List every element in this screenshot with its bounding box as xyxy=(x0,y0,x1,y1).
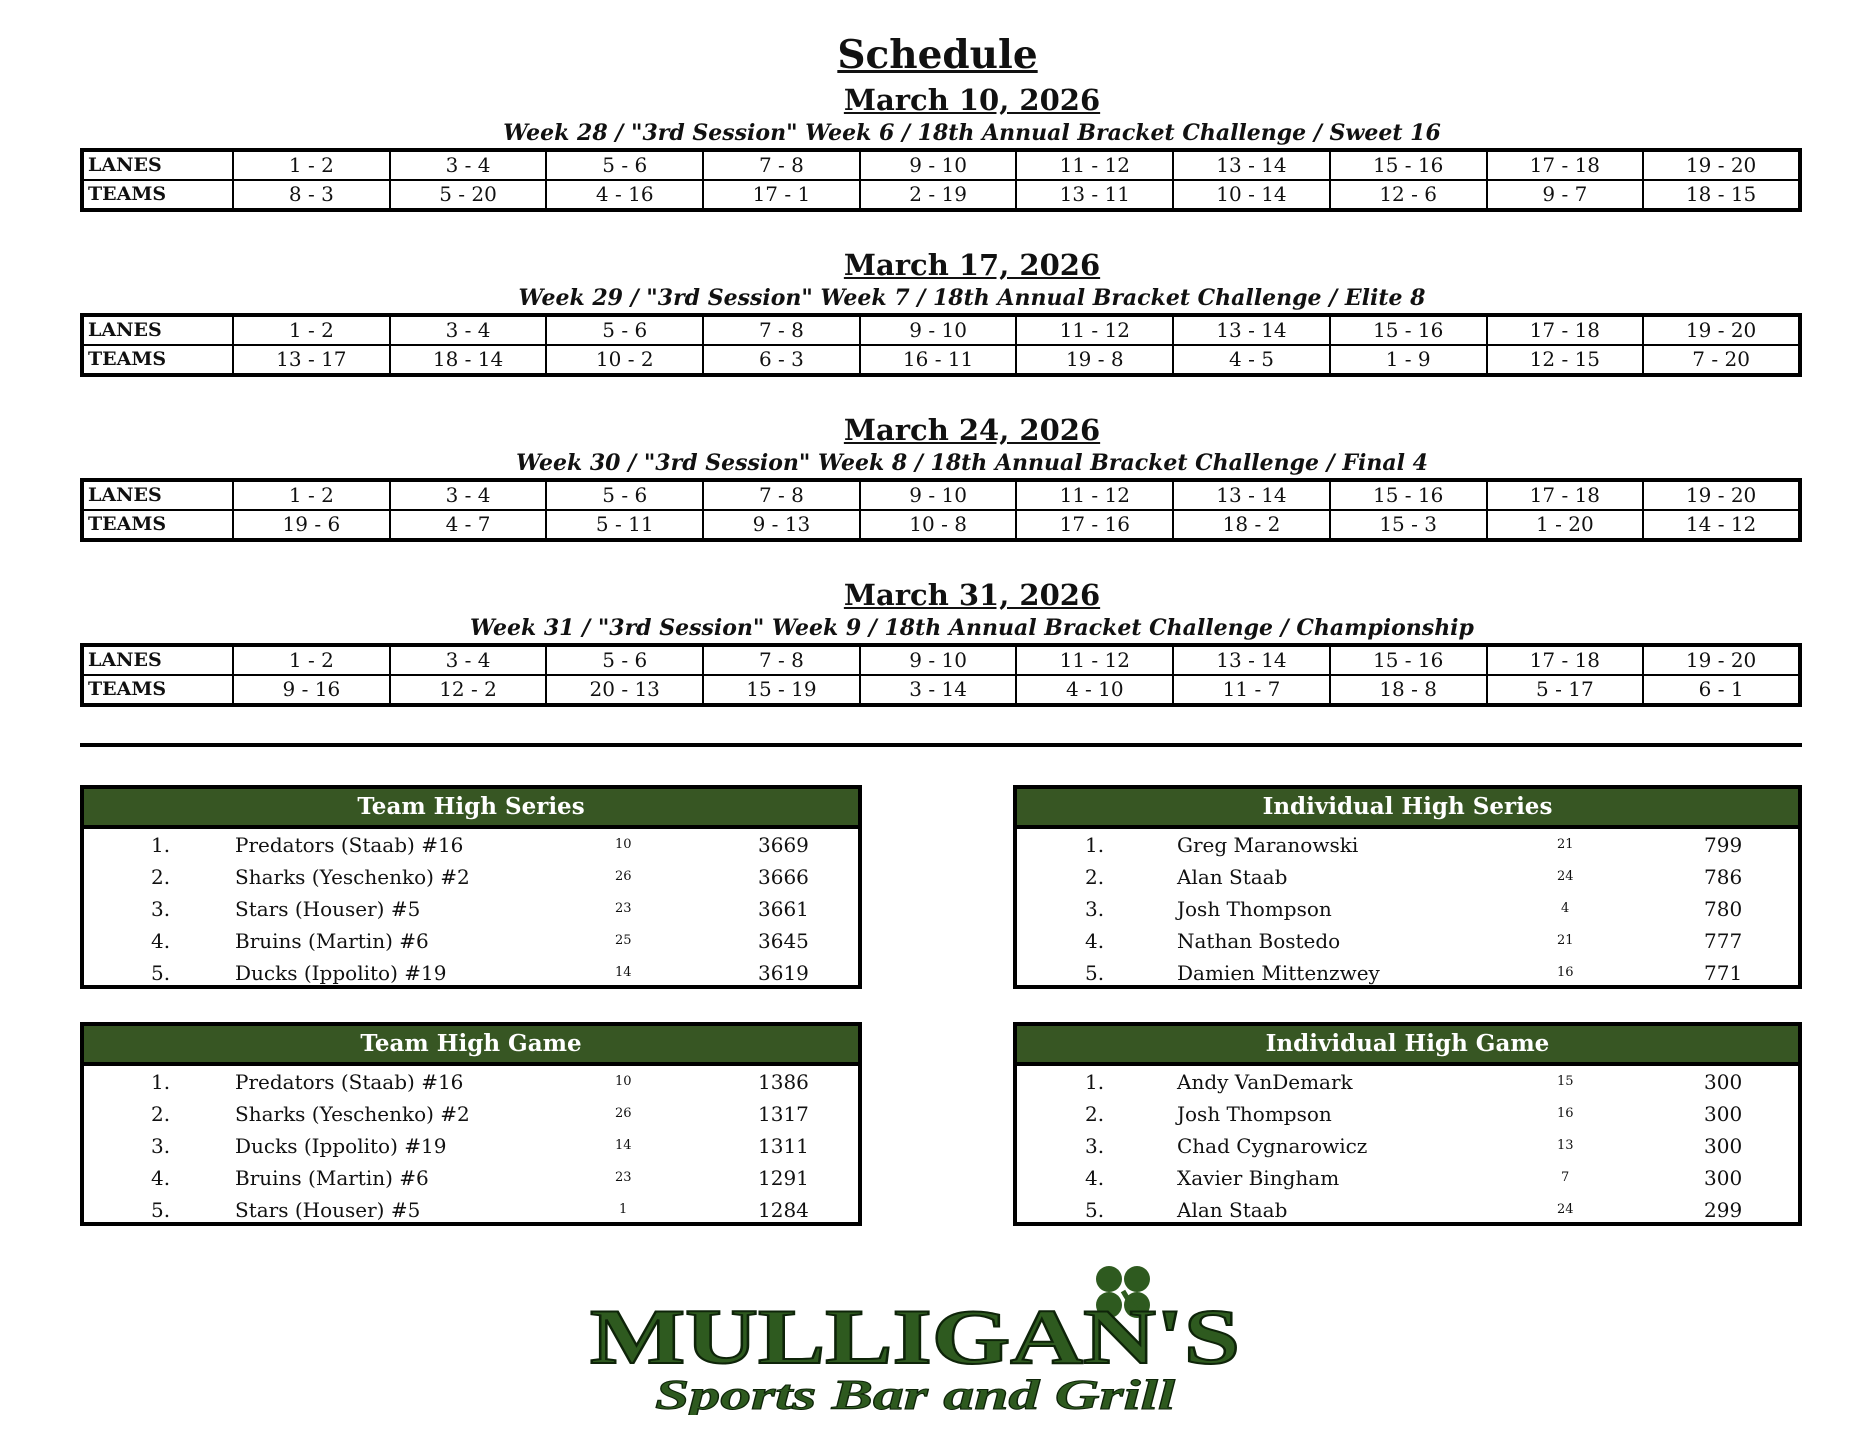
games-count: 13 xyxy=(1557,1138,1574,1153)
lane-cell: 9 - 10 xyxy=(860,315,1017,345)
games-count: 21 xyxy=(1557,933,1574,948)
rank: 4. xyxy=(1085,929,1105,953)
games-count: 10 xyxy=(615,1074,632,1089)
bowler-name: Sharks (Yeschenko) #2 xyxy=(235,1102,470,1126)
week-section-1 xyxy=(80,82,1802,212)
score: 300 xyxy=(1704,1166,1743,1190)
lane-cell: 7 - 8 xyxy=(703,150,860,180)
games-count: 24 xyxy=(1557,869,1574,884)
lane-cell: 5 - 6 xyxy=(546,480,703,510)
matchup-cell: 19 - 6 xyxy=(233,510,390,540)
matchup-cell: 13 - 11 xyxy=(1016,180,1173,210)
rank: 1. xyxy=(1085,833,1105,857)
week-date: March 24, 2026 xyxy=(843,413,1101,447)
matchup-cell: 20 - 13 xyxy=(546,675,703,705)
lane-cell: 15 - 16 xyxy=(1330,150,1487,180)
matchup-cell: 11 - 7 xyxy=(1173,675,1330,705)
lane-cell: 7 - 8 xyxy=(703,480,860,510)
matchup-cell: 10 - 2 xyxy=(546,345,703,375)
games-count: 24 xyxy=(1557,1202,1574,1217)
score: 3619 xyxy=(758,961,809,985)
stat-list xyxy=(1017,1066,1798,1226)
shamrock-leaf xyxy=(1096,1266,1122,1292)
lane-cell: 19 - 20 xyxy=(1643,315,1800,345)
score: 3669 xyxy=(758,833,809,857)
matchup-cell: 15 - 19 xyxy=(703,675,860,705)
games-count: 16 xyxy=(1557,965,1574,980)
matchup-cell: 9 - 7 xyxy=(1487,180,1644,210)
bowler-name: Sharks (Yeschenko) #2 xyxy=(235,865,470,889)
stat-row xyxy=(1017,1098,1798,1130)
lane-cell: 19 - 20 xyxy=(1643,645,1800,675)
teams-row xyxy=(82,510,1800,540)
bowler-name: Predators (Staab) #16 xyxy=(235,1070,464,1094)
lane-schedule-table xyxy=(80,313,1802,377)
stat-list xyxy=(1017,829,1798,989)
stat-row xyxy=(1017,957,1798,989)
games-count: 23 xyxy=(615,901,632,916)
games-count: 25 xyxy=(615,933,632,948)
matchup-cell: 7 - 20 xyxy=(1643,345,1800,375)
bowler-name: Alan Staab xyxy=(1177,1198,1288,1222)
week-section-2 xyxy=(80,247,1802,377)
score: 3666 xyxy=(758,865,809,889)
matchup-cell: 5 - 20 xyxy=(390,180,547,210)
score: 299 xyxy=(1704,1198,1743,1222)
teams-row xyxy=(82,345,1800,375)
individual-high-game-box xyxy=(1013,1022,1802,1226)
matchup-cell: 17 - 1 xyxy=(703,180,860,210)
lanes-row xyxy=(82,645,1800,675)
logo-name-text: MULLIGAN'S xyxy=(590,1293,1240,1380)
week-date: March 10, 2026 xyxy=(843,83,1101,117)
rank: 3. xyxy=(1085,897,1105,921)
lane-cell: 17 - 18 xyxy=(1487,480,1644,510)
team-high-game-box xyxy=(80,1022,862,1226)
stat-row xyxy=(84,893,858,925)
matchup-cell: 1 - 9 xyxy=(1330,345,1487,375)
matchup-cell: 12 - 6 xyxy=(1330,180,1487,210)
matchup-cell: 13 - 17 xyxy=(233,345,390,375)
lane-cell: 19 - 20 xyxy=(1643,480,1800,510)
lane-cell: 3 - 4 xyxy=(390,150,547,180)
bowler-name: Andy VanDemark xyxy=(1177,1070,1353,1094)
lane-cell: 17 - 18 xyxy=(1487,315,1644,345)
matchup-cell: 9 - 13 xyxy=(703,510,860,540)
lane-cell: 7 - 8 xyxy=(703,315,860,345)
stat-row xyxy=(84,925,858,957)
week-date: March 31, 2026 xyxy=(843,578,1101,612)
matchup-cell: 5 - 11 xyxy=(546,510,703,540)
bowler-name: Stars (Houser) #5 xyxy=(235,1198,421,1222)
rank: 4. xyxy=(151,929,171,953)
lane-schedule-table xyxy=(80,643,1802,707)
bowler-name: Josh Thompson xyxy=(1177,897,1332,921)
lane-cell: 13 - 14 xyxy=(1173,480,1330,510)
score: 3645 xyxy=(758,929,809,953)
stat-row xyxy=(84,957,858,989)
stat-list xyxy=(84,829,858,989)
week-subtitle: Week 29 / "3rd Session" Week 7 / 18th Annual Bracket Challenge / Elite 8 xyxy=(518,285,1426,311)
week-subtitle: Week 28 / "3rd Session" Week 6 / 18th Annual Bracket Challenge / Sweet 16 xyxy=(503,120,1441,146)
matchup-cell: 9 - 16 xyxy=(233,675,390,705)
score: 786 xyxy=(1704,865,1743,889)
score: 780 xyxy=(1704,897,1743,921)
lane-cell: 5 - 6 xyxy=(546,315,703,345)
bowler-name: Ducks (Ippolito) #19 xyxy=(235,961,447,985)
score: 1317 xyxy=(758,1102,809,1126)
stat-row xyxy=(84,1066,858,1098)
matchup-cell: 19 - 8 xyxy=(1016,345,1173,375)
stat-row xyxy=(1017,1066,1798,1098)
lane-cell: 11 - 12 xyxy=(1016,645,1173,675)
games-count: 16 xyxy=(1557,1106,1574,1121)
lanes-label: LANES xyxy=(82,315,233,345)
matchup-cell: 3 - 14 xyxy=(860,675,1017,705)
matchup-cell: 4 - 16 xyxy=(546,180,703,210)
lane-cell: 3 - 4 xyxy=(390,480,547,510)
lane-cell: 1 - 2 xyxy=(233,150,390,180)
rank: 5. xyxy=(151,961,171,985)
rank: 2. xyxy=(151,865,171,889)
lanes-row xyxy=(82,150,1800,180)
teams-label: TEAMS xyxy=(82,510,233,540)
week-subtitle: Week 31 / "3rd Session" Week 9 / 18th Annual Bracket Challenge / Championship xyxy=(470,615,1474,641)
matchup-cell: 12 - 2 xyxy=(390,675,547,705)
stat-row xyxy=(1017,1194,1798,1226)
rank: 2. xyxy=(1085,865,1105,889)
matchup-cell: 15 - 3 xyxy=(1330,510,1487,540)
lane-cell: 15 - 16 xyxy=(1330,645,1487,675)
lane-cell: 11 - 12 xyxy=(1016,480,1173,510)
team-high-series-box xyxy=(80,785,862,989)
stat-list xyxy=(84,1066,858,1226)
games-count: 26 xyxy=(615,869,632,884)
games-count: 7 xyxy=(1561,1170,1570,1185)
matchup-cell: 18 - 14 xyxy=(390,345,547,375)
teams-label: TEAMS xyxy=(82,345,233,375)
lane-cell: 7 - 8 xyxy=(703,645,860,675)
rank: 2. xyxy=(151,1102,171,1126)
score: 1291 xyxy=(758,1166,809,1190)
matchup-cell: 6 - 1 xyxy=(1643,675,1800,705)
games-count: 14 xyxy=(615,1138,632,1153)
rank: 5. xyxy=(1085,1198,1105,1222)
score: 1311 xyxy=(758,1134,809,1158)
matchup-cell: 17 - 16 xyxy=(1016,510,1173,540)
lanes-label: LANES xyxy=(82,480,233,510)
score: 1386 xyxy=(758,1070,809,1094)
matchup-cell: 4 - 5 xyxy=(1173,345,1330,375)
score: 777 xyxy=(1704,929,1743,953)
bowler-name: Josh Thompson xyxy=(1177,1102,1332,1126)
matchup-cell: 18 - 2 xyxy=(1173,510,1330,540)
stat-box-title: Team High Series xyxy=(84,789,858,829)
bowler-name: Chad Cygnarowicz xyxy=(1177,1134,1368,1158)
lanes-row xyxy=(82,480,1800,510)
stat-row xyxy=(1017,925,1798,957)
week-section-3 xyxy=(80,412,1802,542)
teams-row xyxy=(82,675,1800,705)
section-divider xyxy=(80,743,1802,747)
matchup-cell: 8 - 3 xyxy=(233,180,390,210)
rank: 4. xyxy=(151,1166,171,1190)
games-count: 10 xyxy=(615,837,632,852)
rank: 2. xyxy=(1085,1102,1105,1126)
lane-schedule-table xyxy=(80,478,1802,542)
lanes-label: LANES xyxy=(82,645,233,675)
bowler-name: Alan Staab xyxy=(1177,865,1288,889)
score: 771 xyxy=(1704,961,1743,985)
stat-row xyxy=(1017,861,1798,893)
rank: 3. xyxy=(151,897,171,921)
lane-cell: 15 - 16 xyxy=(1330,480,1487,510)
lane-cell: 3 - 4 xyxy=(390,645,547,675)
bowler-name: Ducks (Ippolito) #19 xyxy=(235,1134,447,1158)
rank: 5. xyxy=(151,1198,171,1222)
score: 300 xyxy=(1704,1134,1743,1158)
score: 1284 xyxy=(758,1198,809,1222)
lane-cell: 9 - 10 xyxy=(860,150,1017,180)
rank: 1. xyxy=(1085,1070,1105,1094)
stat-row xyxy=(1017,829,1798,861)
matchup-cell: 18 - 8 xyxy=(1330,675,1487,705)
stat-row xyxy=(84,861,858,893)
teams-label: TEAMS xyxy=(82,675,233,705)
matchup-cell: 16 - 11 xyxy=(860,345,1017,375)
bowler-name: Bruins (Martin) #6 xyxy=(235,929,429,953)
rank: 3. xyxy=(1085,1134,1105,1158)
mulligans-logo xyxy=(585,1263,1245,1415)
lane-cell: 19 - 20 xyxy=(1643,150,1800,180)
lane-cell: 13 - 14 xyxy=(1173,645,1330,675)
lane-cell: 15 - 16 xyxy=(1330,315,1487,345)
stat-row xyxy=(1017,1162,1798,1194)
bowler-name: Stars (Houser) #5 xyxy=(235,897,421,921)
lane-cell: 13 - 14 xyxy=(1173,315,1330,345)
teams-label: TEAMS xyxy=(82,180,233,210)
stat-box-title: Individual High Game xyxy=(1017,1026,1798,1066)
stat-box-title: Individual High Series xyxy=(1017,789,1798,829)
logo-tagline: Sports Bar and Grill xyxy=(655,1373,1176,1415)
games-count: 1 xyxy=(619,1202,628,1217)
stat-row xyxy=(84,1130,858,1162)
lane-cell: 1 - 2 xyxy=(233,480,390,510)
lanes-label: LANES xyxy=(82,150,233,180)
lane-cell: 3 - 4 xyxy=(390,315,547,345)
lane-cell: 5 - 6 xyxy=(546,645,703,675)
bowler-name: Bruins (Martin) #6 xyxy=(235,1166,429,1190)
week-subtitle: Week 30 / "3rd Session" Week 8 / 18th Annual Bracket Challenge / Final 4 xyxy=(516,450,1428,476)
lane-cell: 1 - 2 xyxy=(233,315,390,345)
rank: 1. xyxy=(151,1070,171,1094)
score: 3661 xyxy=(758,897,809,921)
bowler-name: Nathan Bostedo xyxy=(1177,929,1341,953)
matchup-cell: 10 - 8 xyxy=(860,510,1017,540)
games-count: 14 xyxy=(615,965,632,980)
matchup-cell: 12 - 15 xyxy=(1487,345,1644,375)
stat-row xyxy=(84,1194,858,1226)
lanes-row xyxy=(82,315,1800,345)
bowler-name: Greg Maranowski xyxy=(1177,833,1359,857)
games-count: 21 xyxy=(1557,837,1574,852)
rank: 5. xyxy=(1085,961,1105,985)
matchup-cell: 4 - 7 xyxy=(390,510,547,540)
bowler-name: Damien Mittenzwey xyxy=(1177,961,1380,985)
score: 799 xyxy=(1704,833,1743,857)
score: 300 xyxy=(1704,1102,1743,1126)
lane-cell: 11 - 12 xyxy=(1016,315,1173,345)
stat-row xyxy=(84,1098,858,1130)
lane-cell: 5 - 6 xyxy=(546,150,703,180)
games-count: 23 xyxy=(615,1170,632,1185)
matchup-cell: 18 - 15 xyxy=(1643,180,1800,210)
rank: 3. xyxy=(151,1134,171,1158)
bowler-name: Predators (Staab) #16 xyxy=(235,833,464,857)
rank: 4. xyxy=(1085,1166,1105,1190)
stat-box-title: Team High Game xyxy=(84,1026,858,1066)
lane-cell: 17 - 18 xyxy=(1487,645,1644,675)
games-count: 26 xyxy=(615,1106,632,1121)
page-title: Schedule xyxy=(837,32,1038,78)
score: 300 xyxy=(1704,1070,1743,1094)
lane-cell: 1 - 2 xyxy=(233,645,390,675)
week-date: March 17, 2026 xyxy=(843,248,1101,282)
teams-row xyxy=(82,180,1800,210)
lane-cell: 11 - 12 xyxy=(1016,150,1173,180)
matchup-cell: 5 - 17 xyxy=(1487,675,1644,705)
matchup-cell: 2 - 19 xyxy=(860,180,1017,210)
matchup-cell: 6 - 3 xyxy=(703,345,860,375)
stat-row xyxy=(84,829,858,861)
individual-high-series-box xyxy=(1013,785,1802,989)
games-count: 4 xyxy=(1561,901,1570,916)
stat-row xyxy=(1017,1130,1798,1162)
shamrock-leaf xyxy=(1124,1266,1150,1292)
rank: 1. xyxy=(151,833,171,857)
matchup-cell: 10 - 14 xyxy=(1173,180,1330,210)
matchup-cell: 1 - 20 xyxy=(1487,510,1644,540)
lane-cell: 9 - 10 xyxy=(860,645,1017,675)
games-count: 15 xyxy=(1557,1074,1574,1089)
lane-cell: 13 - 14 xyxy=(1173,150,1330,180)
lane-schedule-table xyxy=(80,148,1802,212)
lane-cell: 9 - 10 xyxy=(860,480,1017,510)
bowler-name: Xavier Bingham xyxy=(1177,1166,1340,1190)
matchup-cell: 14 - 12 xyxy=(1643,510,1800,540)
stat-row xyxy=(84,1162,858,1194)
stat-row xyxy=(1017,893,1798,925)
matchup-cell: 4 - 10 xyxy=(1016,675,1173,705)
week-section-4 xyxy=(80,577,1802,707)
lane-cell: 17 - 18 xyxy=(1487,150,1644,180)
